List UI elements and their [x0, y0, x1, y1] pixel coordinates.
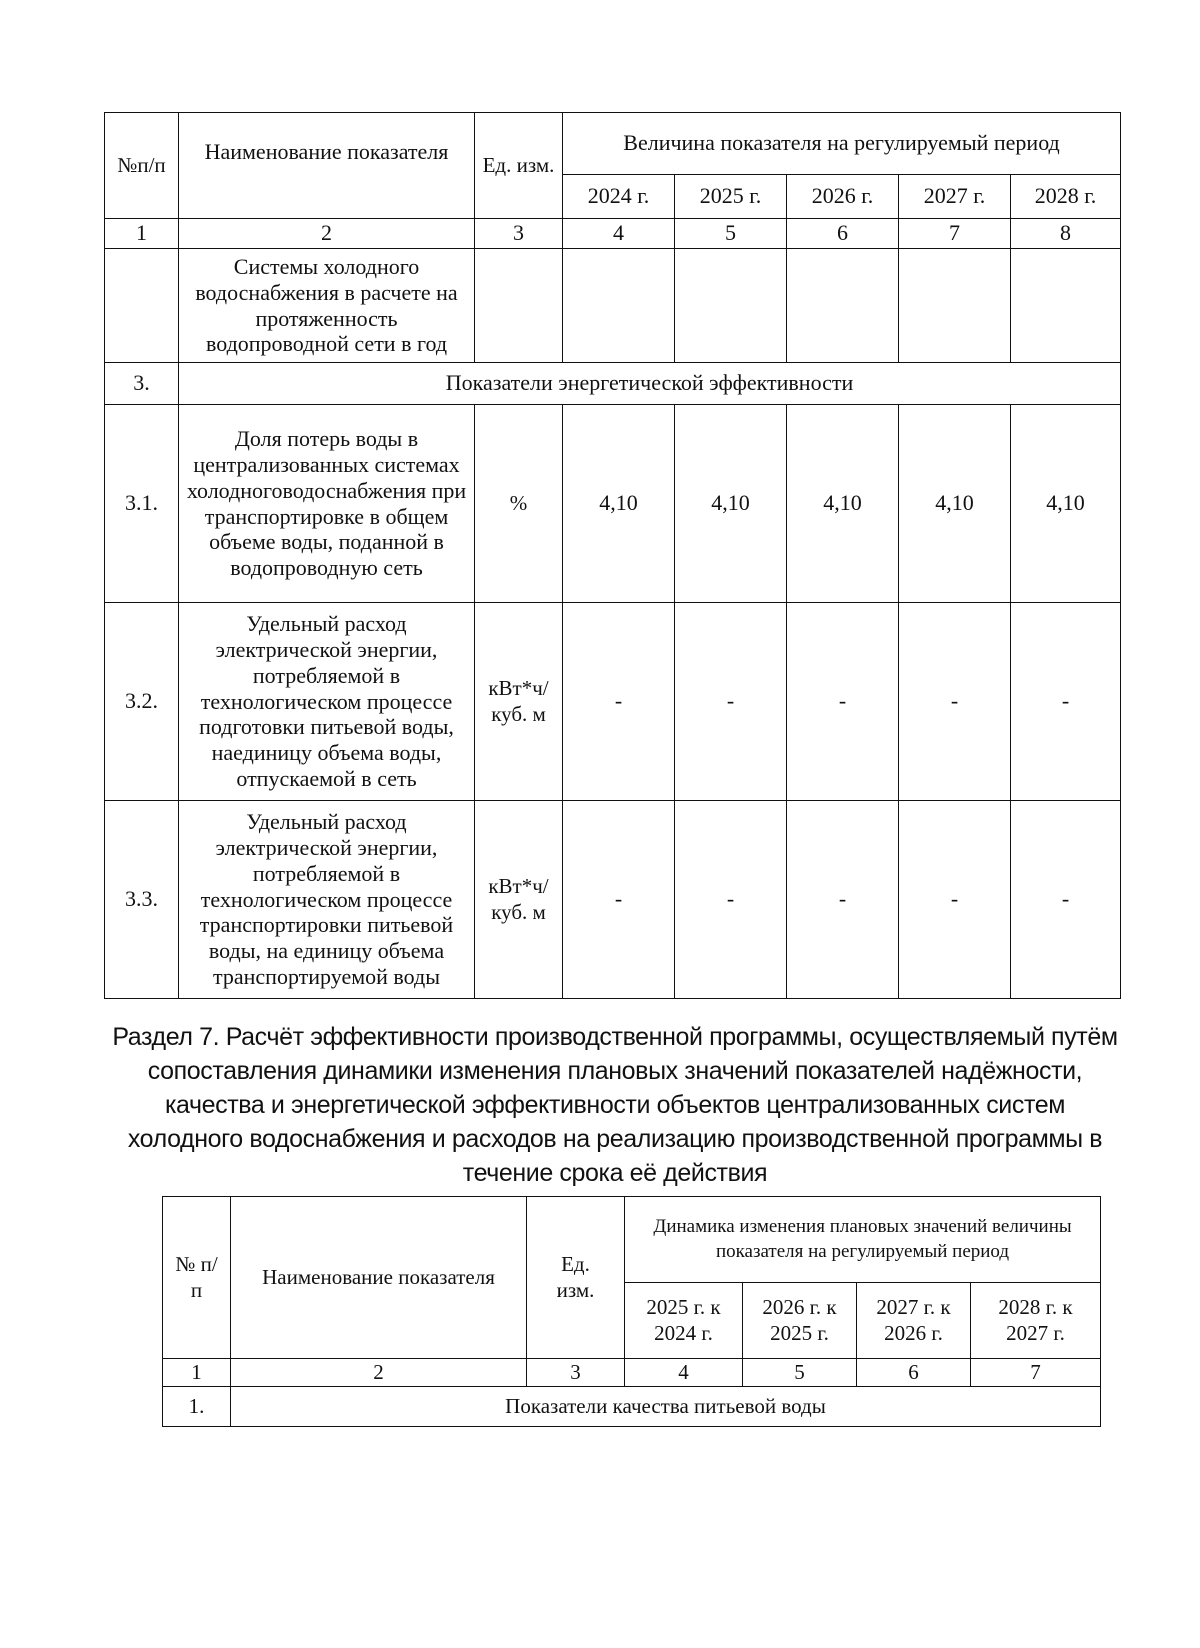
table-row [105, 249, 1121, 363]
section-title: Показатели энергетической эффективности [179, 363, 1121, 405]
section-7-title: Раздел 7. Расчёт эффективности производственной программы, осуществляемый путём сопоставления динамики изменения плановых значений показателей надёжности, качества и энергетической эффективности объектов централизованных систем холодного водоснабжения и расходов на реализацию производственной программы в течение срока её действия [112, 1023, 1118, 1187]
header-col-unit: Ед. изм. [475, 113, 563, 219]
column-number: 6 [857, 1359, 971, 1387]
row-value: - [675, 603, 787, 801]
column-number: 3 [527, 1359, 625, 1387]
row-unit: % [475, 405, 563, 603]
row-value: - [787, 603, 899, 801]
column-number: 7 [971, 1359, 1101, 1387]
row-unit [475, 249, 563, 363]
row-value: - [563, 603, 675, 801]
column-number: 1 [105, 219, 179, 249]
row-value: - [675, 801, 787, 999]
column-number: 7 [899, 219, 1011, 249]
column-number: 5 [743, 1359, 857, 1387]
column-number: 4 [563, 219, 675, 249]
column-number: 4 [625, 1359, 743, 1387]
column-number: 6 [787, 219, 899, 249]
header-year: 2026 г. [787, 175, 899, 219]
row-unit: кВт*ч/ куб. м [475, 801, 563, 999]
efficiency-dynamics-table [162, 1196, 1101, 1427]
row-unit: кВт*ч/ куб. м [475, 603, 563, 801]
row-number [105, 249, 179, 363]
row-value: - [1011, 801, 1121, 999]
section-number: 1. [163, 1387, 231, 1427]
row-value [563, 249, 675, 363]
header-period: 2027 г. к 2026 г. [857, 1283, 971, 1359]
table-header-row [163, 1197, 1101, 1283]
column-number: 3 [475, 219, 563, 249]
header-col-name: Наименование показателя [179, 113, 475, 219]
column-number: 2 [179, 219, 475, 249]
header-year: 2024 г. [563, 175, 675, 219]
row-number: 3.1. [105, 405, 179, 603]
table-header-row [105, 113, 1121, 175]
section-title: Показатели качества питьевой воды [231, 1387, 1101, 1427]
header-year: 2027 г. [899, 175, 1011, 219]
header-col-name: Наименование показателя [231, 1197, 527, 1359]
section-number: 3. [105, 363, 179, 405]
row-name: Удельный расход электрической энергии, потребляемой в технологическом процессе подготовки питьевой воды, наединицу объема воды, отпускаемой в сеть [179, 603, 475, 801]
header-year: 2025 г. [675, 175, 787, 219]
row-value: - [899, 801, 1011, 999]
section-row [105, 363, 1121, 405]
row-number: 3.3. [105, 801, 179, 999]
table-row [105, 801, 1121, 999]
header-period: 2026 г. к 2025 г. [743, 1283, 857, 1359]
header-year: 2028 г. [1011, 175, 1121, 219]
energy-efficiency-table [104, 112, 1121, 999]
row-name: Доля потерь воды в централизованных системах холодноговодоснабжения при транспортировке в общем объеме воды, поданной в водопроводную сеть [179, 405, 475, 603]
row-value: 4,10 [787, 405, 899, 603]
header-period: 2028 г. к 2027 г. [971, 1283, 1101, 1359]
column-number: 5 [675, 219, 787, 249]
row-value: - [787, 801, 899, 999]
row-value: - [899, 603, 1011, 801]
column-numbers-row [105, 219, 1121, 249]
row-value: 4,10 [1011, 405, 1121, 603]
header-col-no: №п/п [105, 113, 179, 219]
header-col-value: Величина показателя на регулируемый период [563, 113, 1121, 175]
table-row [105, 405, 1121, 603]
row-value [675, 249, 787, 363]
table-row [105, 603, 1121, 801]
column-numbers-row [163, 1359, 1101, 1387]
header-col-dynamics: Динамика изменения плановых значений величины показателя на регулируемый период [625, 1197, 1101, 1283]
header-col-no: № п/п [163, 1197, 231, 1359]
row-name: Удельный расход электрической энергии, потребляемой в технологическом процессе транспортировки питьевой воды, на единицу объема транспортируемой воды [179, 801, 475, 999]
row-value: 4,10 [675, 405, 787, 603]
row-value: - [1011, 603, 1121, 801]
row-value [899, 249, 1011, 363]
column-number: 2 [231, 1359, 527, 1387]
row-value: 4,10 [563, 405, 675, 603]
row-value: 4,10 [899, 405, 1011, 603]
header-period: 2025 г. к 2024 г. [625, 1283, 743, 1359]
column-number: 8 [1011, 219, 1121, 249]
header-col-unit: Ед. изм. [527, 1197, 625, 1359]
column-number: 1 [163, 1359, 231, 1387]
row-value [1011, 249, 1121, 363]
row-name: Системы холодного водоснабжения в расчете на протяженность водопроводной сети в год [179, 249, 475, 363]
row-number: 3.2. [105, 603, 179, 801]
section-row [163, 1387, 1101, 1427]
row-value: - [563, 801, 675, 999]
row-value [787, 249, 899, 363]
